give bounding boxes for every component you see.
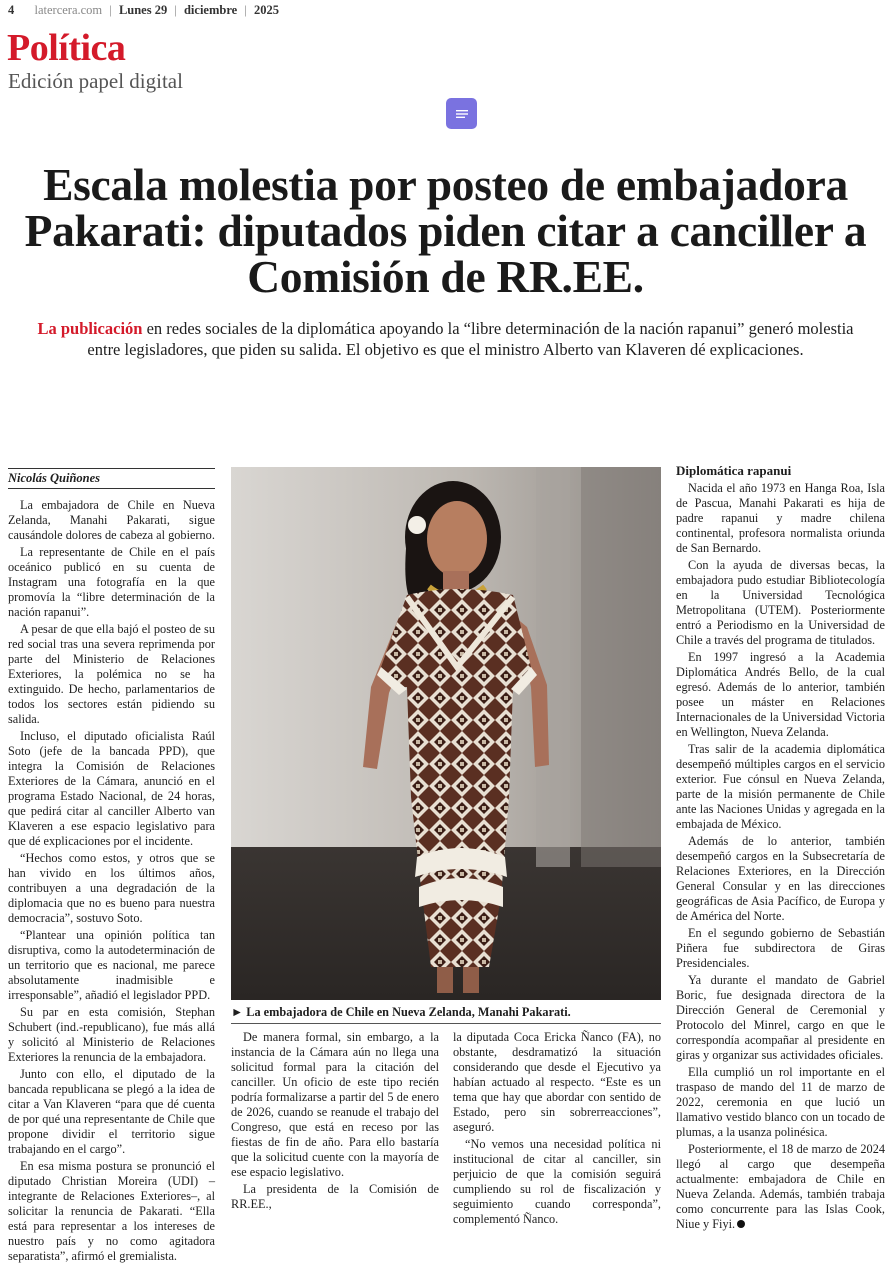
site-name: latercera.com xyxy=(34,3,103,17)
paragraph: Su par en esta comisión, Stephan Schubert (ind.-republicano), fue más allá y solicitó al Ministerio de Relaciones Exteriores la renuncia de la embajadora. xyxy=(8,1005,215,1064)
article-column-2 xyxy=(231,1030,439,1214)
article-column-1 xyxy=(8,468,215,1266)
photo-caption: ► La embajadora de Chile en Nueva Zelanda, Manahi Pakarati. xyxy=(231,1005,661,1024)
paragraph: Incluso, el diputado oficialista Raúl Soto (jefe de la bancada PPD), que integra la Comisión de Relaciones Exteriores de la Cámara, anunció en el programa Estado Nacional, de 24 horas, que pedirá citar al canciller Alberto van Klaveren a ese espacio legislativo para que dé explicaciones por el incidente. xyxy=(8,729,215,848)
paragraph-last xyxy=(676,1142,885,1232)
ambassador-photo-illustration xyxy=(231,467,661,1000)
menu-button[interactable] xyxy=(446,98,477,129)
end-mark-icon xyxy=(737,1220,745,1228)
paragraph: En 1997 ingresó a la Academia Diplomática Andrés Bello, de la cual egresó. Además de lo anterior, también posee un máster en Relaciones Internacionales de la Universidad Victoria en Wellington, Nueva Zelanda. xyxy=(676,650,885,739)
date-year: 2025 xyxy=(253,3,279,17)
sidebar-subhead: Diplomática rapanui xyxy=(676,463,792,478)
section-title: Política xyxy=(7,27,126,69)
paragraph: Tras salir de la academia diplomática desempeñó múltiples cargos en el servicio exterior. Fue cónsul en Nueva Zelanda, parte de la misión permanente de Chile ante las Naciones Unidas y agregada en la embajada de México. xyxy=(676,742,885,831)
article-headline: Escala molestia por posteo de embajadora Pakarati: diputados piden citar a canciller a Comisión de RR.EE. xyxy=(24,159,867,302)
article-lede xyxy=(20,318,871,360)
paragraph: Además de lo anterior, también desempeñó cargos en la Subsecretaría de Relaciones Exteriores, en la Dirección General Consular y en las direcciones geográficas de Asia Pacífico, de Europa y de América del Norte. xyxy=(676,834,885,923)
paragraph: “Hechos como estos, y otros que se han vivido en los últimos años, contribuyen a una degradación de la diplomacia que no es bueno para nuestra democracia”, sostuvo Soto. xyxy=(8,851,215,925)
sidebar-column xyxy=(676,463,885,1234)
page-number: 4 xyxy=(8,3,15,17)
date-day: Lunes 29 xyxy=(118,3,168,17)
paragraph: A pesar de que ella bajó el posteo de su red social tras una severa reprimenda por parte del Ministerio de Relaciones Exteriores, la polémica no se ha extinguido. De hecho, parlamentarios de todos los sectores están pidiendo su salida. xyxy=(8,622,215,726)
lede-lead: La publicación xyxy=(37,319,143,338)
paragraph: La representante de Chile en el país oceánico publicó en su cuenta de Instagram una fotografía en la que promovía la “libre determinación de la nación rapanui”. xyxy=(8,545,215,619)
paragraph: “No vemos una necesidad política ni institucional de citar al canciller, sin perjuicio de que la comisión seguirá cumpliendo su rol de fiscalización y seguimiento cuando corresponda”, complementó Ñanco. xyxy=(453,1137,661,1226)
paragraph: La embajadora de Chile en Nueva Zelanda, Manahi Pakarati, sigue causándole dolores de cabeza al gobierno. xyxy=(8,498,215,542)
paragraph: En el segundo gobierno de Sebastián Piñera fue subdirectora de Giras Presidenciales. xyxy=(676,926,885,970)
paragraph: La presidenta de la Comisión de RR.EE., xyxy=(231,1182,439,1211)
paragraph: Con la ayuda de diversas becas, la embajadora pudo estudiar Bibliotecología en la Universidad Tecnológica Metropolitana (UTEM). Posteriormente entró a Periodismo en la Universidad de Chile a través del programa de titulados. xyxy=(676,558,885,647)
paragraph: En esa misma postura se pronunció el diputado Christian Moreira (UDI) –integrante de Relaciones Exteriores–, al solicitar la renuncia de Pakarati. “Ella está para representar a los intereses de nuestro país y no como agitadora separatista”, afirmó el gremialista. xyxy=(8,1159,215,1263)
lede-text: en redes sociales de la diplomática apoyando la “libre determinación de la nación rapanui” generó molestia entre legisladores, que piden su salida. El objetivo es que el ministro Alberto van Klaveren dé explicaciones. xyxy=(87,319,854,359)
article-photo xyxy=(231,467,661,1000)
date-month: diciembre xyxy=(183,3,238,17)
article-column-3 xyxy=(453,1030,661,1229)
edition-label: Edición papel digital xyxy=(8,69,183,93)
page-header-bar: 4 latercera.com | Lunes 29 | diciembre | 2025 xyxy=(8,3,279,17)
paragraph: Junto con ello, el diputado de la bancada republicana se plegó a la idea de citar a Van Klaveren “para que dé cuenta de por qué una representante de Chile que propone dividir el territorio sigue trabajando en el cargo”. xyxy=(8,1067,215,1156)
paragraph: Nacida el año 1973 en Hanga Roa, Isla de Pascua, Manahi Pakarati es hija de padre rapanui y madre chilena continental, profesora normalista oriunda de San Bernardo. xyxy=(676,481,885,555)
paragraph: Ya durante el mandato de Gabriel Boric, fue designada directora de la Dirección General de Ceremonial y Protocolo del Minrel, cargo en que le correspondía acompañar al presidente en giras y organizar sus actividades oficiales. xyxy=(676,973,885,1062)
hamburger-menu-icon xyxy=(455,108,469,120)
paragraph-text: Posteriormente, el 18 de marzo de 2024 llegó al cargo que desempeña actualmente: embajadora de Chile en Nueva Zelanda. Además, también trabaja como concurrente para las Islas Cook, Niue y Fiyi. xyxy=(676,1142,885,1231)
paragraph: Ella cumplió un rol importante en el traspaso de mando del 11 de marzo de 2022, ceremonia en que lució un llamativo vestido blanco con un tocado de plumas, a la usanza polinésica. xyxy=(676,1065,885,1139)
paragraph: “Plantear una opinión política tan disruptiva, como la autodeterminación de un territorio que es nacional, me parece absolutamente inadmisible e irresponsable”, añadió el legislador PPD. xyxy=(8,928,215,1002)
paragraph: De manera formal, sin embargo, a la instancia de la Cámara aún no llega una solicitud formal para la citación del canciller. Un oficio de este tipo recién podría formalizarse a partir del 5 de enero de 2026, cuando se reanude el trabajo del Congreso, que está en receso por las fiestas de fin de año. Para ello bastaría que la solicitud cuente con la mayoría de ese espacio legislativo. xyxy=(231,1030,439,1179)
byline: Nicolás Quiñones xyxy=(8,468,215,489)
paragraph: la diputada Coca Ericka Ñanco (FA), no obstante, desdramatizó la situación considerando que desde el Ejecutivo ya habían actuado al respecto. “Este es un tema que hay que abordar con sentido de Estado, pero sin sobrerreacciones”, aseguró. xyxy=(453,1030,661,1134)
